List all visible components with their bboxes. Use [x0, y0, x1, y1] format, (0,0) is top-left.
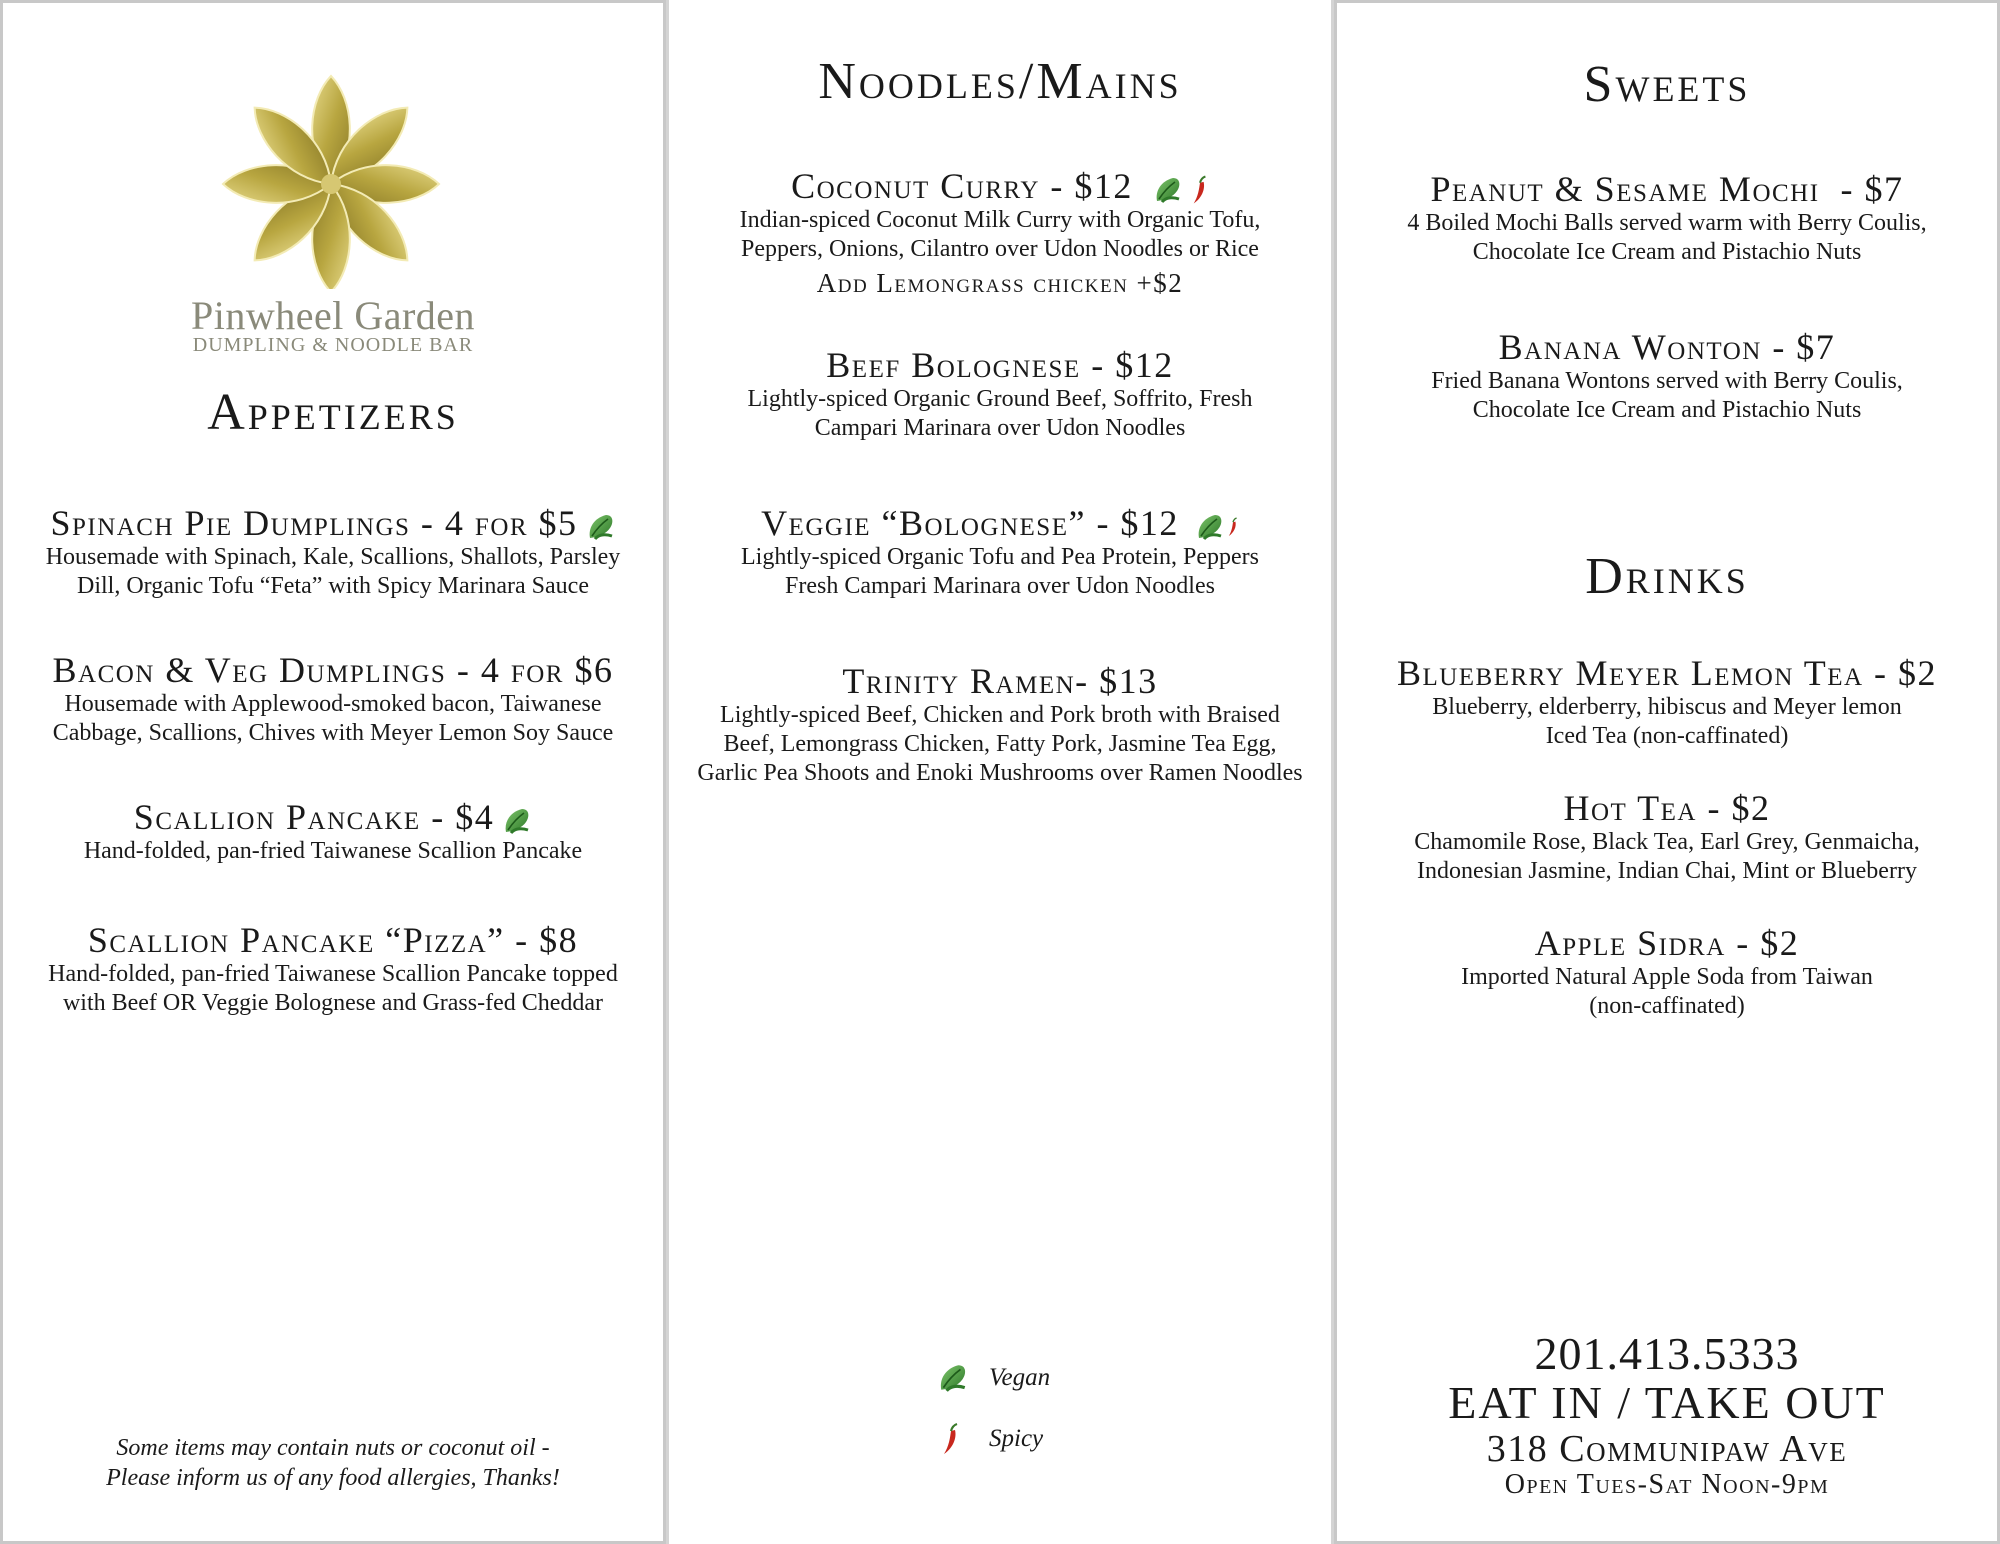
- item-description: Garlic Pea Shoots and Enoki Mushrooms over Ramen Noodles: [697, 760, 1303, 786]
- item-title: Hot Tea - $2: [1563, 788, 1771, 828]
- chili-icon: [941, 1422, 961, 1456]
- brand-subtitle: DUMPLING & NOODLE BAR: [192, 334, 474, 356]
- menu-item: [1337, 169, 1997, 267]
- mains-title: Noodles/Mains: [818, 53, 1182, 110]
- item-description: 4 Boiled Mochi Balls served warm with Berry Coulis,: [1407, 210, 1927, 236]
- appetizers-panel: [0, 0, 666, 1544]
- menu-item: [669, 503, 1331, 601]
- item-description: Indonesian Jasmine, Indian Chai, Mint or Blueberry: [1417, 858, 1917, 884]
- vegan-icon: [586, 512, 616, 542]
- item-description: Peppers, Onions, Cilantro over Udon Noodles or Rice: [741, 236, 1259, 262]
- item-description: Housemade with Applewood-smoked bacon, Taiwanese: [64, 691, 602, 717]
- pinwheel-logo-icon: [203, 63, 459, 289]
- item-description: Housemade with Spinach, Kale, Scallions, Shallots, Parsley: [45, 544, 621, 570]
- item-description: Hand-folded, pan-fried Taiwanese Scallion Pancake topped: [48, 961, 618, 987]
- item-title: Spinach Pie Dumplings - 4 for $5: [3, 503, 663, 543]
- opening-hours: Open Tues-Sat Noon-9pm: [1504, 1469, 1830, 1500]
- item-title: Beef Bolognese - $12: [826, 345, 1174, 385]
- menu-item: [3, 650, 663, 748]
- item-description: Iced Tea (non-caffinated): [1545, 723, 1789, 749]
- item-addon: Add Lemongrass chicken +$2: [816, 268, 1184, 298]
- allergy-note: Some items may contain nuts or coconut oil - Please inform us of any food allergies, Thanks!: [106, 1435, 560, 1491]
- menu-item: [669, 345, 1331, 443]
- menu-item: [1337, 653, 1997, 751]
- item-description: with Beef OR Veggie Bolognese and Grass-fed Cheddar: [62, 990, 604, 1016]
- service-type: EAT IN / TAKE OUT: [1448, 1377, 1886, 1428]
- item-description: Chocolate Ice Cream and Pistachio Nuts: [1472, 397, 1862, 423]
- item-description: Fresh Campari Marinara over Udon Noodles: [785, 573, 1215, 599]
- item-title: Blueberry Meyer Lemon Tea - $2: [1396, 653, 1938, 693]
- item-description: Lightly-spiced Organic Tofu and Pea Protein, Peppers: [741, 544, 1259, 570]
- menu-item: [1337, 327, 1997, 425]
- menu-item: [3, 920, 663, 1018]
- chili-icon: [1191, 174, 1209, 206]
- appetizers-title: Appetizers: [207, 384, 459, 441]
- vegan-icon: [502, 806, 532, 836]
- item-title: Bacon & Veg Dumplings - 4 for $6: [52, 650, 614, 690]
- vegan-icon: [1153, 175, 1183, 205]
- menu-item: [3, 503, 663, 601]
- item-title: Scallion Pancake - $4: [3, 797, 663, 837]
- drinks-title: Drinks: [1585, 548, 1749, 605]
- item-description: Imported Natural Apple Soda from Taiwan: [1461, 964, 1873, 990]
- item-title: Coconut Curry - $12: [669, 166, 1331, 206]
- item-description: Chocolate Ice Cream and Pistachio Nuts: [1472, 239, 1862, 265]
- mains-panel: [669, 0, 1331, 1544]
- legend-spicy-label: Spicy: [989, 1425, 1044, 1452]
- item-title: Trinity Ramen- $13: [842, 661, 1158, 701]
- item-description: Lightly-spiced Organic Ground Beef, Soffrito, Fresh: [747, 386, 1253, 412]
- item-description: Indian-spiced Coconut Milk Curry with Organic Tofu,: [739, 207, 1261, 233]
- menu-item: [669, 661, 1331, 788]
- item-description: Hand-folded, pan-fried Taiwanese Scallion Pancake: [83, 838, 583, 864]
- item-title: Banana Wonton - $7: [1498, 327, 1836, 367]
- item-description: Dill, Organic Tofu “Feta” with Spicy Marinara Sauce: [77, 573, 589, 599]
- brand-name: Pinwheel Garden: [190, 293, 476, 338]
- vegan-icon: [1195, 512, 1225, 542]
- item-description: Lightly-spiced Beef, Chicken and Pork broth with Braised: [720, 702, 1280, 728]
- menu-item: [1337, 923, 1997, 1021]
- sweets-title: Sweets: [1583, 56, 1751, 113]
- item-description: Fried Banana Wontons served with Berry Coulis,: [1431, 368, 1903, 394]
- vegan-icon: [937, 1362, 969, 1394]
- chili-icon: [1227, 516, 1239, 538]
- menu-item: [3, 797, 663, 866]
- item-title: Veggie “Bolognese” - $12: [669, 503, 1331, 543]
- legend-vegan-label: Vegan: [989, 1364, 1051, 1391]
- menu-item: [1337, 788, 1997, 886]
- item-description: Chamomile Rose, Black Tea, Earl Grey, Genmaicha,: [1414, 829, 1920, 855]
- item-description: (non-caffinated): [1589, 993, 1745, 1019]
- item-description: Cabbage, Scallions, Chives with Meyer Lemon Soy Sauce: [52, 720, 614, 746]
- item-title: Peanut & Sesame Mochi - $7: [1430, 169, 1904, 209]
- address: 318 Communipaw Ave: [1486, 1428, 1848, 1470]
- item-description: Campari Marinara over Udon Noodles: [814, 415, 1186, 441]
- item-description: Beef, Lemongrass Chicken, Fatty Pork, Jasmine Tea Egg,: [723, 731, 1277, 757]
- item-title: Scallion Pancake “Pizza” - $8: [87, 920, 579, 960]
- menu-item: [669, 166, 1331, 299]
- item-description: Blueberry, elderberry, hibiscus and Meyer lemon: [1432, 694, 1902, 720]
- sweets-drinks-panel: [1334, 0, 2000, 1544]
- phone-number: 201.413.5333: [1534, 1328, 1800, 1379]
- item-title: Apple Sidra - $2: [1534, 923, 1800, 963]
